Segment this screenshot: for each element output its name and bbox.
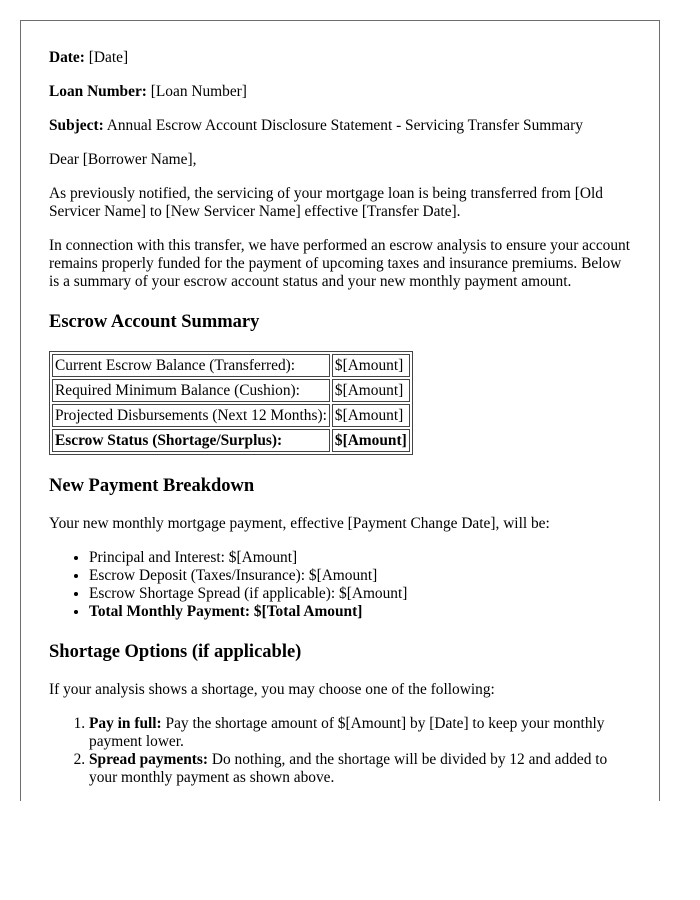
list-item-total: • Total Monthly Payment: $[Total Amount] xyxy=(89,603,631,621)
summary-label-cell: Required Minimum Balance (Cushion): xyxy=(52,379,330,402)
summary-value-cell: $[Amount] xyxy=(332,429,410,452)
escrow-summary-table xyxy=(49,351,413,455)
analysis-paragraph: In connection with this transfer, we have performed an escrow analysis to ensure your account remains properly funded for the payment of upcoming taxes and insurance premiums. Below is a summary of your escrow account status and your new monthly payment amount. xyxy=(49,237,631,290)
date-label: Date: xyxy=(49,49,85,66)
salutation: Dear [Borrower Name], xyxy=(49,151,197,168)
loan-number-value: [Loan Number] xyxy=(150,83,247,100)
list-item: • Escrow Shortage Spread (if applicable): $[Amount] xyxy=(89,585,631,603)
list-item xyxy=(89,715,631,751)
loan-number-label: Loan Number: xyxy=(49,83,147,100)
summary-label-cell: Projected Disbursements (Next 12 Months): xyxy=(52,404,330,427)
date-value: [Date] xyxy=(88,49,129,66)
shortage-options-heading: Shortage Options (if applicable) xyxy=(49,642,302,662)
subject-value: Annual Escrow Account Disclosure Statement - Servicing Transfer Summary xyxy=(106,117,583,134)
letter-page xyxy=(20,20,660,801)
option-label: Pay in full: xyxy=(89,715,162,732)
table-row-escrow-status xyxy=(52,429,410,452)
payment-breakdown-heading: New Payment Breakdown xyxy=(49,476,255,496)
shortage-intro: If your analysis shows a shortage, you may choose one of the following: xyxy=(49,681,495,698)
option-text: Pay the shortage amount of $[Amount] by [Date] to keep your monthly payment lower. xyxy=(89,715,605,750)
payment-breakdown-list xyxy=(49,549,631,621)
list-item: • Escrow Deposit (Taxes/Insurance): $[Amount] xyxy=(89,567,631,585)
option-label: Spread payments: xyxy=(89,751,209,768)
date-line xyxy=(49,49,631,67)
payment-intro: Your new monthly mortgage payment, effective [Payment Change Date], will be: xyxy=(49,515,550,532)
shortage-options-list xyxy=(49,715,631,787)
table-row xyxy=(52,404,410,427)
summary-label-cell: Current Escrow Balance (Transferred): xyxy=(52,354,330,377)
option-text: Do nothing, and the shortage will be divided by 12 and added to your monthly payment as shown above. xyxy=(89,751,608,786)
loan-number-line xyxy=(49,83,631,101)
escrow-summary-heading: Escrow Account Summary xyxy=(49,312,260,332)
subject-line xyxy=(49,117,631,135)
subject-label: Subject: xyxy=(49,117,104,134)
summary-value-cell: $[Amount] xyxy=(332,404,410,427)
table-row xyxy=(52,379,410,402)
list-item: • Principal and Interest: $[Amount] xyxy=(89,549,631,567)
summary-value-cell: $[Amount] xyxy=(332,379,410,402)
table-row xyxy=(52,354,410,377)
summary-label-cell: Escrow Status (Shortage/Surplus): xyxy=(52,429,330,452)
transfer-paragraph: As previously notified, the servicing of your mortgage loan is being transferred from [Old Servicer Name] to [New Servicer Name] effective [Transfer Date]. xyxy=(49,185,603,220)
summary-value-cell: $[Amount] xyxy=(332,354,410,377)
list-item xyxy=(89,751,631,787)
